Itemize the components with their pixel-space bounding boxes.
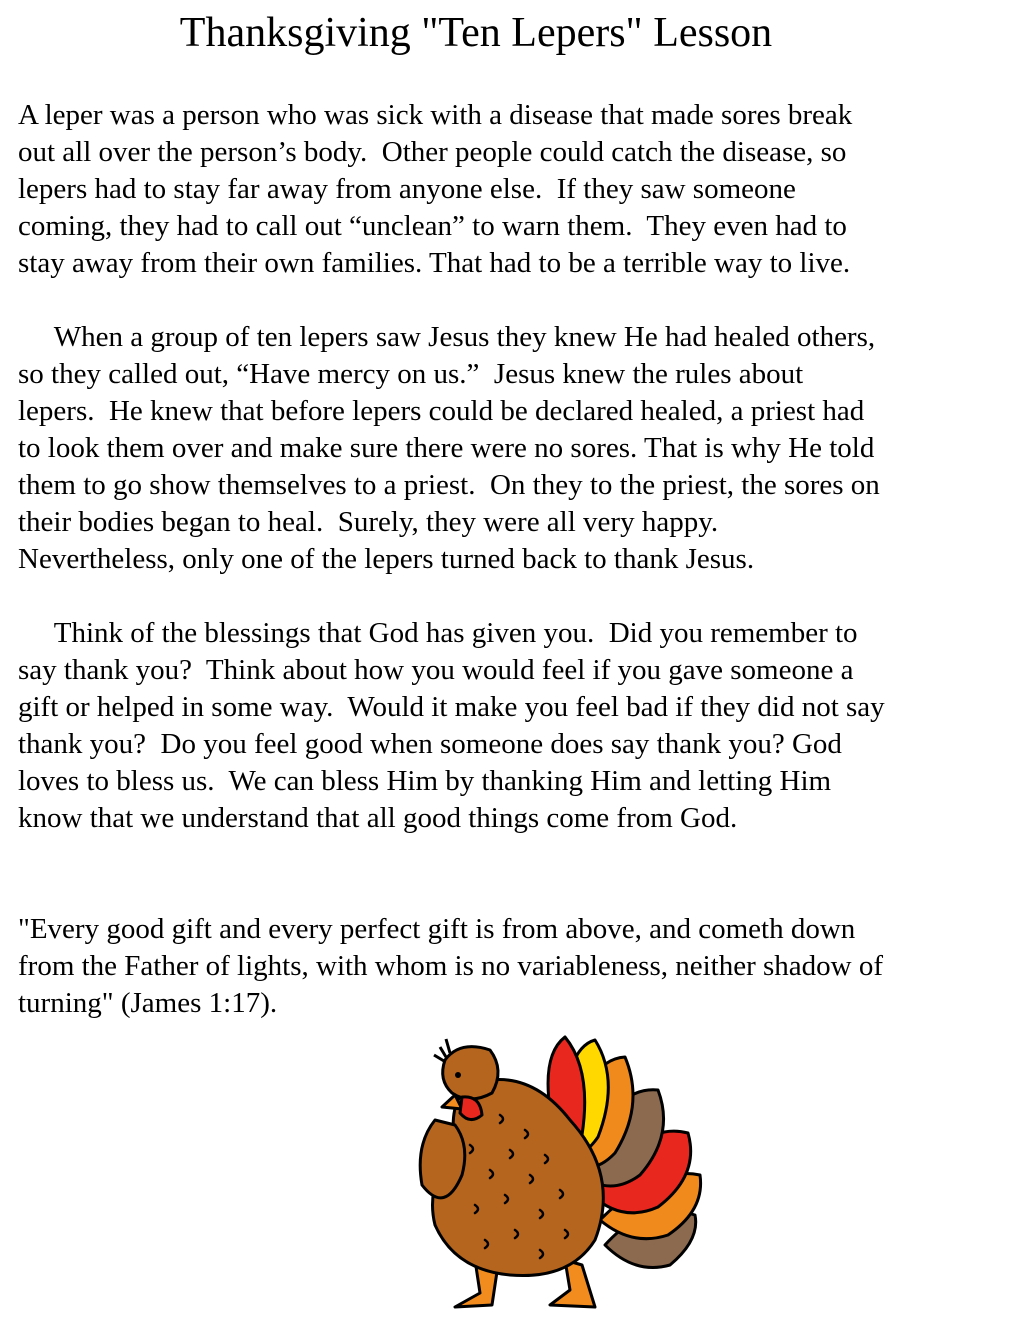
text-line: out all over the person’s body. Other people could catch the disease, so	[18, 136, 847, 168]
turkey-eye	[455, 1072, 461, 1078]
text-line: to look them over and make sure there were no sores. That is why He told	[18, 432, 875, 464]
page-title: Thanksgiving "Ten Lepers" Lesson	[179, 10, 773, 56]
bible-verse-quote	[18, 911, 1008, 1022]
text-line: thank you? Do you feel good when someone does say thank you? God	[18, 728, 842, 760]
text-line: their bodies began to heal. Surely, they were all very happy.	[18, 506, 719, 538]
text-line: When a group of ten lepers saw Jesus they knew He had healed others,	[18, 321, 876, 353]
text-line: from the Father of lights, with whom is no variableness, neither shadow of	[18, 950, 884, 982]
paragraph-blessings-reflection	[18, 615, 1008, 837]
text-line: A leper was a person who was sick with a disease that made sores break	[18, 99, 853, 131]
text-line: stay away from their own families. That had to be a terrible way to live.	[18, 247, 851, 279]
text-line: lepers had to stay far away from anyone else. If they saw someone	[18, 173, 796, 205]
text-line: them to go show themselves to a priest. On they to the priest, the sores on	[18, 469, 880, 501]
paragraph-ten-lepers-story	[18, 319, 1008, 578]
turkey-head	[443, 1047, 498, 1099]
paragraph-leper-definition	[18, 97, 1008, 282]
turkey-illustration	[400, 1025, 740, 1315]
text-line: "Every good gift and every perfect gift is from above, and cometh down	[18, 913, 856, 945]
text-line: Think of the blessings that God has given you. Did you remember to	[18, 617, 858, 649]
text-line: Nevertheless, only one of the lepers turned back to thank Jesus.	[18, 543, 755, 575]
text-line: so they called out, “Have mercy on us.” Jesus knew the rules about	[18, 358, 804, 390]
text-line: know that we understand that all good things come from God.	[18, 802, 738, 834]
text-line: lepers. He knew that before lepers could be declared healed, a priest had	[18, 395, 865, 427]
text-line: coming, they had to call out “unclean” to warn them. They even had to	[18, 210, 847, 242]
text-line: turning" (James 1:17).	[18, 987, 278, 1019]
text-line: loves to bless us. We can bless Him by thanking Him and letting Him	[18, 765, 832, 797]
text-line: gift or helped in some way. Would it make you feel bad if they did not say	[18, 691, 885, 723]
text-line: say thank you? Think about how you would feel if you gave someone a	[18, 654, 854, 686]
